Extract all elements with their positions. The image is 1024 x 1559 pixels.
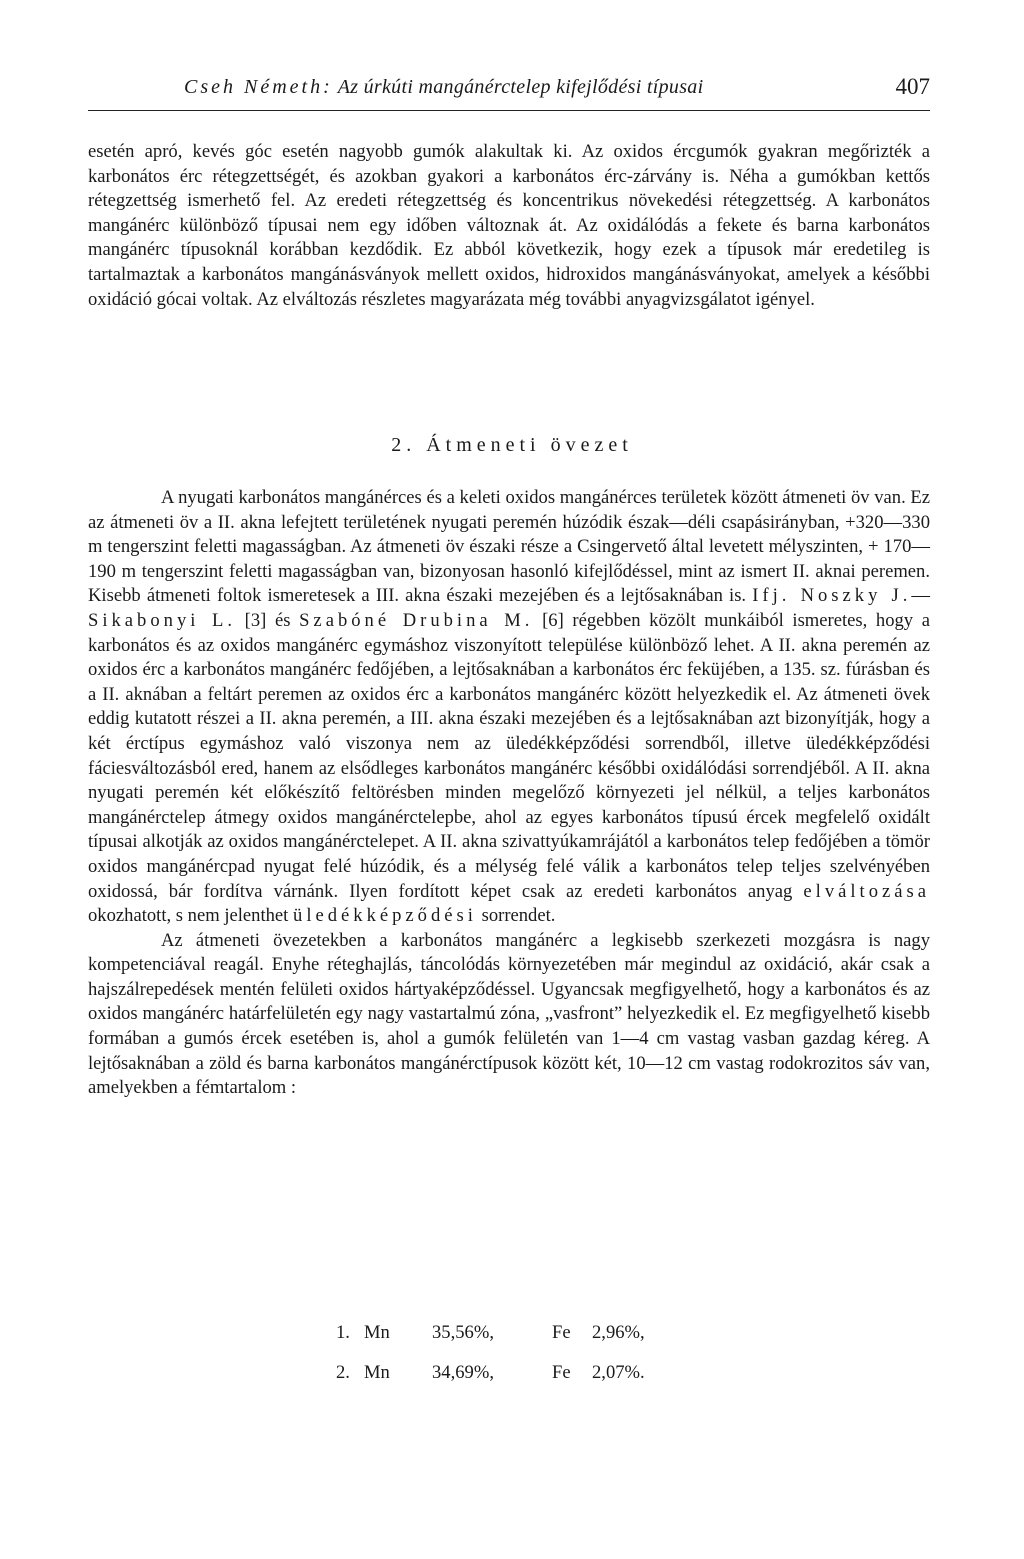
emphasis: üledékképződési bbox=[293, 905, 477, 927]
paragraph-vasfront: Az átmeneti övezetekben a karbonátos mangánérc a legkisebb szerkezeti mozgásra is nagy kompetenciával reagál. Enyhe réteghajlás, táncolódás környezetében már megindul az oxidáció, akár csak a hajszálrepedések mentén felületi oxidos hártyaképződéssel. Ugyancsak megfigyelhető, hogy a karbonátos és az oxidos mangánérc határfelületén egy nagy vastartalmú zóna, „vasfront” helyezkedik el. Ez megfigyelhető kisebb formában a gumós ércek esetében is, ahol a gumók felületén van 1—4 cm vastag vasban gazdag kéreg. A lejtősaknában a zöld és barna karbonátos mangánérctípusok között két, 10—12 cm vastag rodokrozitos sáv van, amelyekben a fémtartalom : bbox=[88, 929, 930, 1099]
citation: [3] és bbox=[244, 609, 291, 631]
paragraph-continued bbox=[88, 140, 930, 312]
author-reference: Sikabonyi L. bbox=[88, 609, 237, 631]
value-mn: 35,56%, bbox=[432, 1322, 494, 1343]
section-heading: 2. Átmeneti övezet bbox=[391, 434, 633, 456]
value-fe: 2,96%, bbox=[592, 1322, 645, 1343]
element-mn: Mn bbox=[364, 1362, 390, 1383]
author-reference: Szabóné Drubina M. bbox=[299, 609, 534, 631]
row-number: 2. bbox=[336, 1362, 350, 1383]
paragraph-part-a: A nyugati karbonátos mangánérces és a keleti oxidos mangánérces területek között átmeneti öv van. Ez az átmeneti öv a II. akna lefejtett területének nyugati peremén húzódik észak—déli csapásirányban, +320—330 m tengerszint feletti magasságban. Az átmeneti öv északi része a Csingervető által levetett mélyszinten, + 170—190 m tengerszint feletti magasságban van, bizonyosan hasonló kifejlődéssel, mint az ismert II. aknai peremen. Kisebb átmeneti foltok ismeretesek a III. akna északi mezejében és a lejtősaknában is. bbox=[88, 487, 930, 607]
element-fe: Fe bbox=[552, 1322, 571, 1343]
emphasis: elváltozása bbox=[803, 880, 930, 902]
author-reference: Ifj. Noszky J. bbox=[752, 585, 912, 607]
running-head bbox=[88, 76, 930, 111]
paragraph-text: esetén apró, kevés góc esetén nagyobb gumók alakultak ki. Az oxidos ércgumók gyakran megőrizték a karbonátos érc rétegzettségét, és azokban gyakori a karbonátos érc-zárvány is. Néha a gumókban kettős rétegzettség ismerhető fel. Az eredeti rétegzettség és koncentrikus növekedési rétegzettség. A karbonátos mangánérc különböző típusai nem egy időben változnak át. Az oxidálódás a fekete és barna karbonátos mangánérc típusoknál korábban kezdődik. Ez abból következik, hogy ezek a típusok már eredetileg is tartalmaztak a karbonátos mangánásványok mellett oxidos, hidroxidos mangánásványokat, amelyek a későbbi oxidáció gócai voltak. Az elváltozás részletes magyarázata még további anyagvizsgálatot igényel. bbox=[88, 141, 930, 310]
element-fe: Fe bbox=[552, 1362, 571, 1383]
value-mn: 34,69%, bbox=[432, 1362, 494, 1383]
paragraph-transition-zone bbox=[88, 486, 930, 1101]
paragraph-part-d: sorrendet. bbox=[481, 905, 556, 927]
row-number: 1. bbox=[336, 1322, 350, 1343]
running-title bbox=[184, 76, 703, 99]
page-number: 407 bbox=[895, 74, 930, 99]
element-mn: Mn bbox=[364, 1322, 390, 1343]
running-article-title: Az úrkúti mangánércteleр kifejlődési típusai bbox=[337, 76, 704, 98]
running-authors: Cseh Németh: bbox=[184, 76, 333, 98]
paragraph-part-c: okozhatott, s nem jelenthet bbox=[88, 905, 289, 927]
dash: — bbox=[911, 585, 930, 607]
value-fe: 2,07%. bbox=[592, 1362, 645, 1383]
paragraph-part-b: [6] régebben közölt munkáiból ismeretes, hogy a karbonátos és az oxidos mangánérc egymáshoz viszonyított települése különböző lehet. A II. akna peremén az oxidos érc a karbonátos mangánérc fedőjében, a lejtősaknában a karbonátos érc feküjében, a 135. sz. fúrásban és a II. aknában a feltárt peremen az oxidos érc a karbonátos mangánérc között helyezkedik el. Az átmeneti övek eddig kutatott részei a II. akna peremén, a III. akna északi mezejében és a lejtősaknában azt bizonyítják, hogy a két érctípus egymáshoz való viszonya nem az üledékképződési sorrendből, illetve üledékképződési fáciesváltozásból ered, hanem az elsődleges karbonátos mangánérc későbbi oxidálódási sorrendjéből. A II. akna nyugati peremén két előkészítő feltörésben minden megelőző környezeti jel nélkül, a teljes karbonátos mangánércteleр átmegy oxidos mangánércteleрbe, ahol az egyes karbonátos típusú ércek megfelelő oxidált típusai alkotják az oxidos mangánércteleрet. A II. akna szivattyúkamrájától a karbonátos telep fedőjében a tömör oxidos mangánércpad nyugat felé húzódik, és a mélység felé válik a karbonátos telep teljes szelvényében oxidossá, bár fordítva várnánk. Ilyen fordított képet csak az eredeti karbonátos anyag bbox=[88, 609, 930, 902]
paragraph-body bbox=[88, 486, 930, 929]
